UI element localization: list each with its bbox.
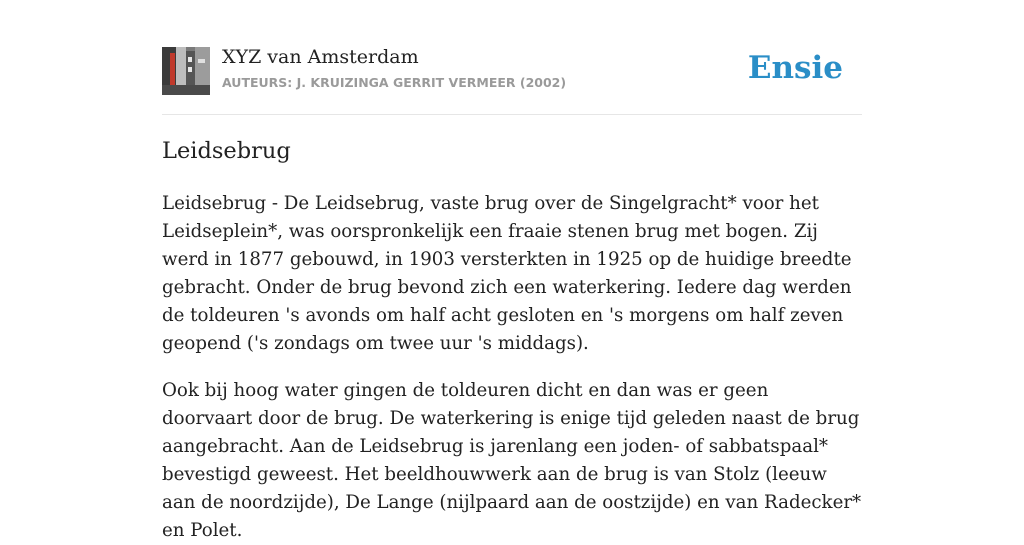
entry-paragraph-2: Ook bij hoog water gingen de toldeuren dicht en dan was er geen doorvaart door de brug. De waterkering is enige tijd geleden naast de brug aangebracht. Aan de Leidsebrug is jarenlang een joden- of sabbatspaal* bevestigd geweest. Het beeldhouwwerk aan de brug is van Stolz (leeuw aan de noordzijde), De Lange (nijlpaard aan de oostzijde) en van Radecker* en Polet. (162, 380, 862, 541)
book-cover-icon[interactable] (162, 47, 210, 95)
book-authors: AUTEURS: J. KRUIZINGA GERRIT VERMEER (2002) (222, 75, 567, 90)
header (162, 46, 862, 115)
ensie-logo[interactable]: Ensie (747, 50, 843, 86)
entry-title: Leidsebrug (162, 138, 291, 164)
entry-paragraph-1: Leidsebrug - De Leidsebrug, vaste brug over de Singelgracht* voor het Leidseplein*, was oorspronkelijk een fraaie stenen brug met bogen. Zij werd in 1877 gebouwd, in 1903 versterkten in 1925 op de huidige breedte gebracht. Onder de brug bevond zich een waterkering. Iedere dag werden de toldeuren 's avonds om half acht gesloten en 's morgens om half zeven geopend ('s zondags om twee uur 's middags). (162, 193, 852, 354)
book-title[interactable]: XYZ van Amsterdam (222, 46, 419, 68)
